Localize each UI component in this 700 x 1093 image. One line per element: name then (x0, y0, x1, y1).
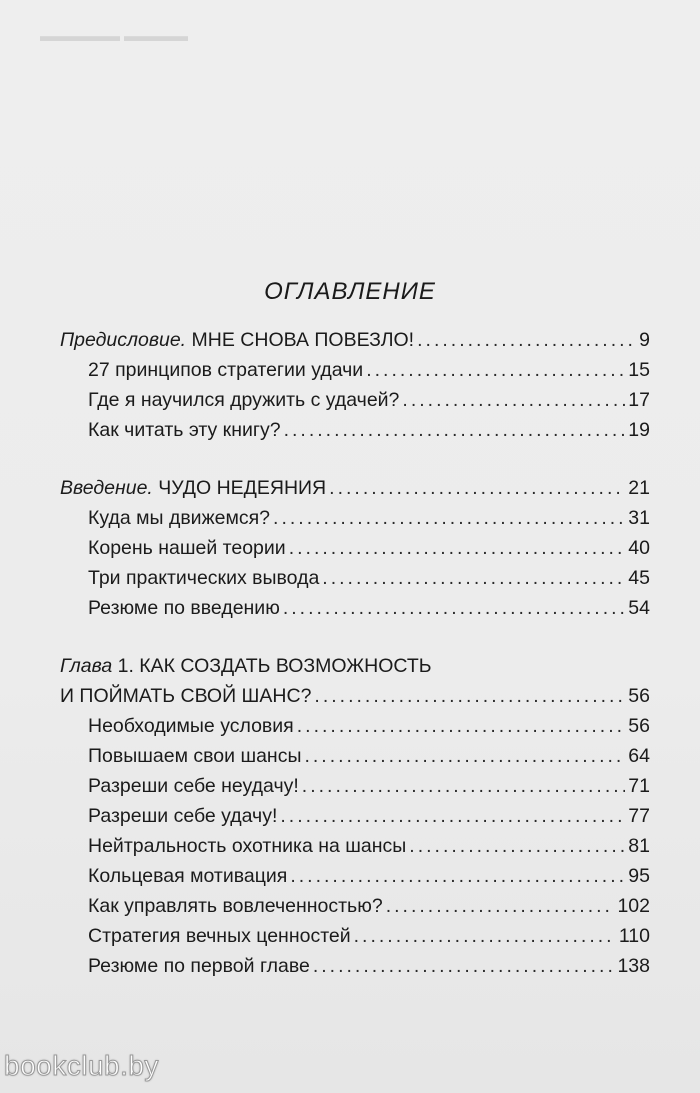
toc-subentry-title: Разреши себе удачу! (88, 805, 278, 827)
dot-leader (354, 921, 616, 951)
toc-subentry-title: Резюме по введению (88, 597, 280, 619)
section-gap (60, 445, 650, 473)
toc-page-number: 31 (628, 507, 650, 529)
toc-page-number: 45 (628, 567, 650, 589)
dot-leader (273, 503, 625, 533)
toc-subentry[interactable] (60, 741, 650, 771)
toc-entry-chapter-1[interactable] (60, 681, 650, 711)
dot-leader (366, 355, 625, 385)
toc-page-number: 81 (628, 835, 650, 857)
toc-subentry[interactable] (60, 593, 650, 623)
toc-page-number: 71 (628, 775, 650, 797)
toc-entry-heading: 1. КАК СОЗДАТЬ ВОЗМОЖНОСТЬ (112, 655, 432, 677)
toc-entry-title: И ПОЙМАТЬ СВОЙ ШАНС? (60, 685, 312, 707)
toc-subentry[interactable] (60, 831, 650, 861)
toc-entry-title (60, 473, 326, 503)
toc-entry-preface[interactable] (60, 325, 650, 355)
dot-leader (386, 891, 615, 921)
toc-entry-chapter-1-line-1[interactable] (60, 651, 650, 681)
toc-page-number: 15 (628, 359, 650, 381)
toc-entry-heading: ЧУДО НЕДЕЯНИЯ (152, 477, 327, 499)
toc-subentry[interactable] (60, 861, 650, 891)
toc-page-number: 77 (628, 805, 650, 827)
toc-page-number: 102 (617, 895, 650, 917)
toc-page-number: 54 (628, 597, 650, 619)
toc-entry-heading: МНЕ СНОВА ПОВЕЗЛО! (186, 329, 415, 351)
toc-subentry[interactable] (60, 563, 650, 593)
toc-subentry-title: Как читать эту книгу? (88, 419, 281, 441)
toc-subentry[interactable] (60, 891, 650, 921)
toc-subentry-title: Корень нашей теории (88, 537, 286, 559)
dot-leader (313, 951, 615, 981)
toc-page-number: 110 (618, 925, 650, 947)
toc-entry-introduction[interactable] (60, 473, 650, 503)
toc-page-number: 21 (628, 477, 650, 499)
bleed-through-decoration: ▬▬▬▬ ▬▬▬▬▬ (40, 28, 188, 45)
toc-subentry[interactable] (60, 951, 650, 981)
toc-page-number: 56 (628, 685, 650, 707)
toc-page-number: 40 (628, 537, 650, 559)
toc-page-number: 138 (617, 955, 650, 977)
dot-leader (297, 711, 626, 741)
toc-subentry-title: Резюме по первой главе (88, 955, 310, 977)
toc-subentry-title: Как управлять вовлеченностью? (88, 895, 383, 917)
watermark-logo: bookclub.by (4, 1050, 159, 1081)
toc-page-number: 56 (628, 715, 650, 737)
toc-subentry-title: Кольцевая мотивация (88, 865, 288, 887)
dot-leader (322, 563, 625, 593)
toc-subentry-title: Стратегия вечных ценностей (88, 925, 351, 947)
dot-leader (402, 385, 625, 415)
toc-page-number: 19 (628, 419, 650, 441)
section-gap (60, 623, 650, 651)
toc-subentry[interactable] (60, 801, 650, 831)
toc-subentry[interactable] (60, 771, 650, 801)
toc-subentry[interactable] (60, 711, 650, 741)
toc-entry-prefix: Введение. (60, 477, 153, 499)
toc-subentry[interactable] (60, 385, 650, 415)
dot-leader (329, 473, 625, 503)
dot-leader (283, 593, 625, 623)
toc-subentry-title: Куда мы движемся? (88, 507, 271, 529)
dot-leader (280, 801, 625, 831)
dot-leader (302, 771, 626, 801)
toc-subentry-title: Нейтральность охотника на шансы (88, 835, 407, 857)
dot-leader (409, 831, 625, 861)
dot-leader (289, 533, 626, 563)
toc-page-number: 17 (628, 389, 650, 411)
toc-subentry-title: Где я научился дружить с удачей? (88, 389, 400, 411)
toc-entry-title (60, 325, 414, 355)
toc-subentry-title: Разреши себе неудачу! (88, 775, 299, 797)
toc-subentry-title: Повышаем свои шансы (88, 745, 302, 767)
dot-leader (314, 681, 625, 711)
toc-subentry[interactable] (60, 503, 650, 533)
toc-entry-prefix: Предисловие. (60, 329, 187, 351)
toc-subentry[interactable] (60, 533, 650, 563)
toc-subentry-title: Три практических вывода (88, 567, 320, 589)
toc-subentry[interactable] (60, 415, 650, 445)
toc-subentry-title: 27 принципов стратегии удачи (88, 359, 364, 381)
toc-subentry[interactable] (60, 355, 650, 385)
toc-page-number: 9 (639, 329, 650, 351)
dot-leader (290, 861, 625, 891)
dot-leader (304, 741, 625, 771)
dot-leader (417, 325, 636, 355)
toc-subentry[interactable] (60, 921, 650, 951)
toc-page-number: 64 (628, 745, 650, 767)
toc-subentry-title: Необходимые условия (88, 715, 294, 737)
table-of-contents (60, 325, 650, 981)
toc-heading: ОГЛАВЛЕНИЕ (264, 278, 436, 305)
toc-entry-prefix: Глава (60, 655, 113, 677)
toc-page-number: 95 (628, 865, 650, 887)
dot-leader (284, 415, 626, 445)
